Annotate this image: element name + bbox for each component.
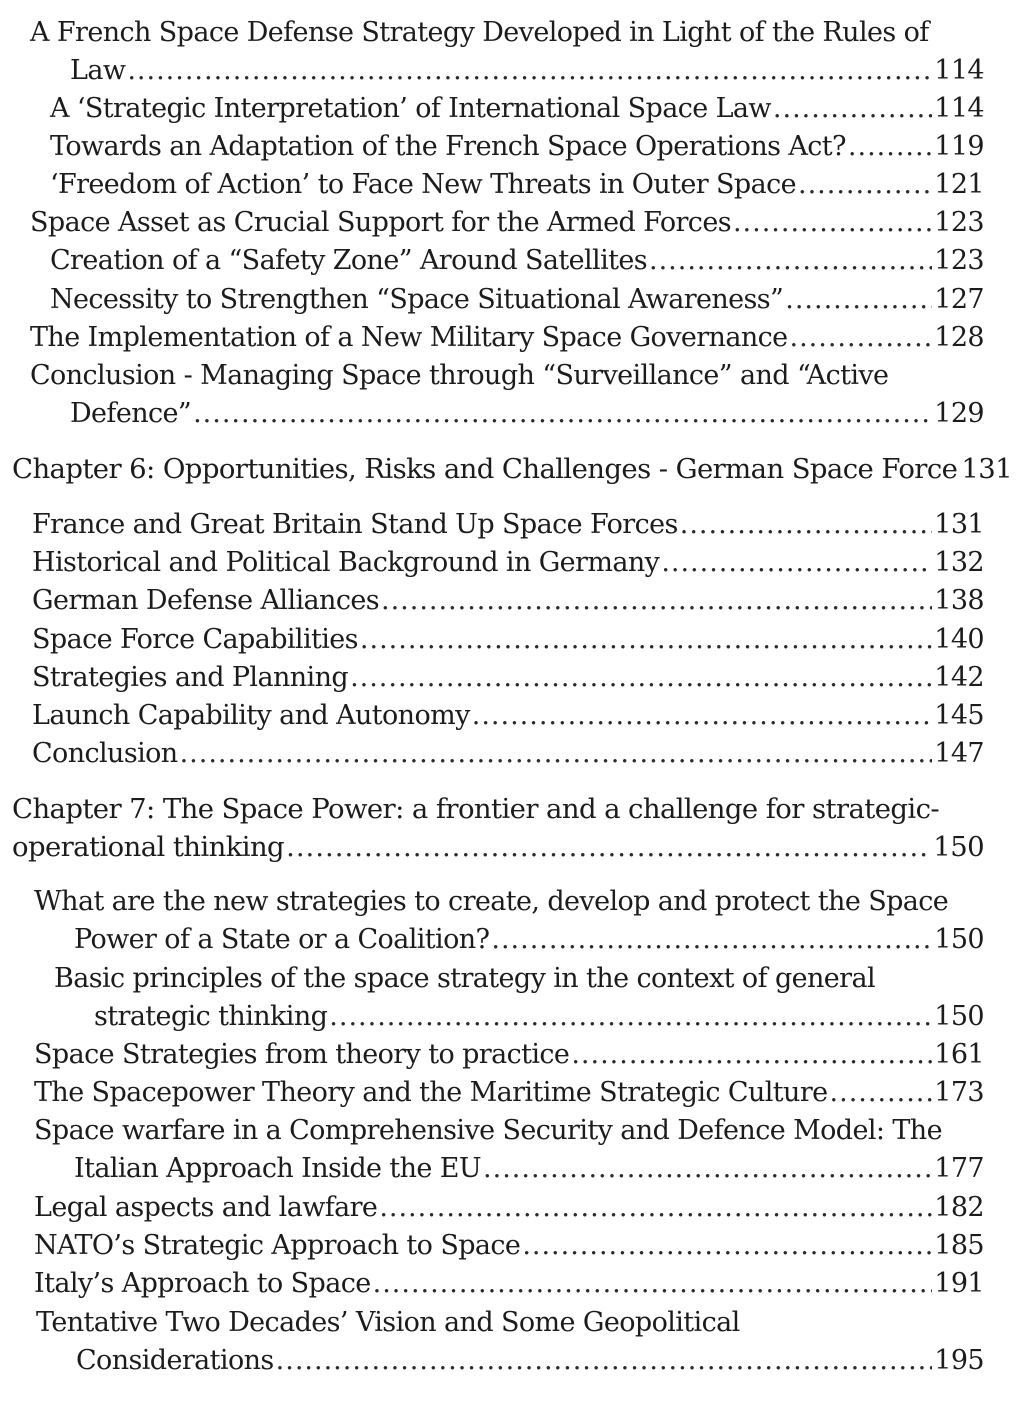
toc-entry: [54, 960, 984, 1036]
chapter-entry: [12, 450, 1013, 488]
entry-title: NATO’s Strategic Approach to Space: [34, 1230, 521, 1261]
entry-tail: [54, 998, 984, 1036]
dot-leader: [830, 1074, 933, 1112]
toc-entry: [50, 128, 984, 166]
entry-tail: [30, 204, 984, 242]
dot-leader: [193, 395, 932, 433]
entry-tail: [50, 166, 984, 204]
page-number: 132: [934, 547, 984, 578]
dot-leader: [329, 998, 932, 1036]
entry-tail: [50, 128, 984, 166]
entry-title: Considerations: [76, 1345, 274, 1376]
entry-title: France and Great Britain Stand Up Space Forces: [32, 509, 678, 540]
entry-tail: [50, 281, 984, 319]
page-number: 142: [934, 662, 984, 693]
entry-title: Space Force Capabilities: [32, 624, 358, 655]
entry-tail: [34, 1036, 984, 1074]
entry-tail: [12, 828, 984, 866]
dot-leader: [483, 1150, 932, 1188]
entry-title: Legal aspects and lawfare: [34, 1192, 378, 1223]
dot-leader: [360, 621, 932, 659]
entry-tail: [34, 1265, 984, 1303]
entry-tail: [34, 1074, 984, 1112]
dot-leader: [350, 659, 932, 697]
chapter-title-line: Chapter 7: The Space Power: a frontier and a challenge for strategic-: [12, 793, 940, 825]
toc-entry: [34, 1112, 984, 1188]
entry-title: The Implementation of a New Military Space Governance: [30, 322, 788, 353]
entry-tail: [30, 319, 984, 357]
dot-leader: [649, 242, 932, 280]
entry-title: Towards an Adaptation of the French Space Operations Act?: [50, 131, 846, 162]
page-number: 195: [934, 1345, 984, 1376]
dot-leader: [381, 582, 932, 620]
toc-entry: [30, 357, 984, 433]
toc-entry: [50, 242, 984, 280]
entry-tail: [32, 659, 984, 697]
page-number: 123: [934, 207, 984, 238]
page-number: 114: [934, 93, 984, 124]
toc-entry: [50, 90, 984, 128]
entry-title: Italian Approach Inside the EU: [74, 1153, 482, 1184]
page-number: 150: [933, 831, 984, 863]
dot-leader: [379, 1189, 932, 1227]
page-number: 150: [934, 1001, 984, 1032]
chapter-title: operational thinking: [12, 831, 285, 863]
entry-tail: [36, 1342, 984, 1380]
entry-title-line: What are the new strategies to create, develop and protect the Space: [34, 886, 949, 917]
entry-tail: [34, 1227, 984, 1265]
page-number: 173: [934, 1077, 984, 1108]
toc-entry: [36, 1304, 984, 1380]
toc-entry: [32, 735, 984, 773]
entry-title-line: Tentative Two Decades’ Vision and Some Geopolitical: [36, 1307, 740, 1338]
entry-tail: [32, 697, 984, 735]
entry-title-line: Basic principles of the space strategy in the context of general: [54, 963, 876, 994]
page-number: 114: [934, 55, 984, 86]
entry-title-line: Conclusion - Managing Space through “Surveillance” and “Active: [30, 360, 889, 391]
toc-entry: [32, 544, 984, 582]
toc-entry: [34, 1074, 984, 1112]
entry-title: The Spacepower Theory and the Maritime Strategic Culture: [34, 1077, 828, 1108]
entry-title: A ‘Strategic Interpretation’ of International Space Law: [50, 93, 771, 124]
page-number: 129: [934, 398, 984, 429]
page-number: 128: [934, 322, 984, 353]
chapter-entry: [12, 790, 984, 866]
page-number: 182: [934, 1192, 984, 1223]
page-number: 131: [961, 453, 1013, 485]
entry-title: Space Strategies from theory to practice: [34, 1039, 570, 1070]
dot-leader: [798, 166, 932, 204]
entry-tail: [50, 90, 984, 128]
dot-leader: [491, 921, 932, 959]
page-number: 138: [934, 585, 984, 616]
entry-tail: [32, 506, 984, 544]
page-number: 147: [934, 738, 984, 769]
toc-entry: [50, 166, 984, 204]
entry-tail: [32, 544, 984, 582]
entry-title-line: A French Space Defense Strategy Developed in Light of the Rules of: [30, 17, 929, 48]
page-number: 161: [934, 1039, 984, 1070]
dot-leader: [286, 828, 931, 866]
chapter-title: Chapter 6: Opportunities, Risks and Challenges - German Space Force: [12, 453, 958, 485]
dot-leader: [522, 1227, 932, 1265]
page-number: 123: [934, 245, 984, 276]
toc-entry: [50, 281, 984, 319]
dot-leader: [785, 281, 932, 319]
toc-entry: [32, 506, 984, 544]
dot-leader: [790, 319, 933, 357]
dot-leader: [472, 697, 932, 735]
toc-entry: [32, 582, 984, 620]
entry-title: German Defense Alliances: [32, 585, 379, 616]
entry-tail: [32, 582, 984, 620]
page-number: 140: [934, 624, 984, 655]
entry-title: Necessity to Strengthen “Space Situational Awareness”: [50, 284, 784, 315]
entry-tail: [32, 735, 984, 773]
entry-tail: [34, 921, 984, 959]
entry-title: ‘Freedom of Action’ to Face New Threats in Outer Space: [50, 169, 797, 200]
entry-title: Defence”: [70, 398, 192, 429]
toc-entry: [30, 204, 984, 242]
entry-title: Historical and Political Background in Germany: [32, 547, 660, 578]
entry-title: Law: [70, 55, 126, 86]
entry-tail: [50, 242, 984, 280]
toc-entry: [34, 1036, 984, 1074]
toc-entry: [32, 697, 984, 735]
entry-tail: [12, 450, 1013, 488]
toc-entry: [30, 319, 984, 357]
entry-title: Italy’s Approach to Space: [34, 1268, 371, 1299]
dot-leader: [571, 1036, 932, 1074]
entry-title: Launch Capability and Autonomy: [32, 700, 470, 731]
toc-entry: [30, 14, 984, 90]
toc-entry: [34, 1227, 984, 1265]
entry-tail: [30, 52, 984, 90]
dot-leader: [661, 544, 932, 582]
page-number: 121: [934, 169, 984, 200]
toc-entry: [32, 621, 984, 659]
entry-title: strategic thinking: [94, 1001, 328, 1032]
entry-title: Strategies and Planning: [32, 662, 349, 693]
page-number: 119: [934, 131, 984, 162]
page-number: 177: [934, 1153, 984, 1184]
entry-tail: [32, 621, 984, 659]
dot-leader: [733, 204, 932, 242]
entry-title-line: Space warfare in a Comprehensive Security and Defence Model: The: [34, 1115, 942, 1146]
dot-leader: [773, 90, 932, 128]
page-number: 150: [934, 924, 984, 955]
page-number: 127: [934, 284, 984, 315]
toc-entry: [32, 659, 984, 697]
entry-title: Conclusion: [32, 738, 178, 769]
entry-title: Creation of a “Safety Zone” Around Satellites: [50, 245, 648, 276]
page-number: 131: [934, 509, 984, 540]
toc-entry: [34, 1189, 984, 1227]
dot-leader: [276, 1342, 933, 1380]
dot-leader: [848, 128, 932, 166]
toc-entry: [34, 1265, 984, 1303]
dot-leader: [373, 1265, 933, 1303]
page-number: 191: [934, 1268, 984, 1299]
entry-tail: [30, 395, 984, 433]
entry-tail: [34, 1150, 984, 1188]
entry-tail: [34, 1189, 984, 1227]
entry-title: Space Asset as Crucial Support for the Armed Forces: [30, 207, 731, 238]
page-number: 145: [934, 700, 984, 731]
page-number: 185: [934, 1230, 984, 1261]
dot-leader: [680, 506, 933, 544]
dot-leader: [127, 52, 932, 90]
toc-entry: [34, 883, 984, 959]
entry-title: Power of a State or a Coalition?: [74, 924, 490, 955]
dot-leader: [180, 735, 933, 773]
